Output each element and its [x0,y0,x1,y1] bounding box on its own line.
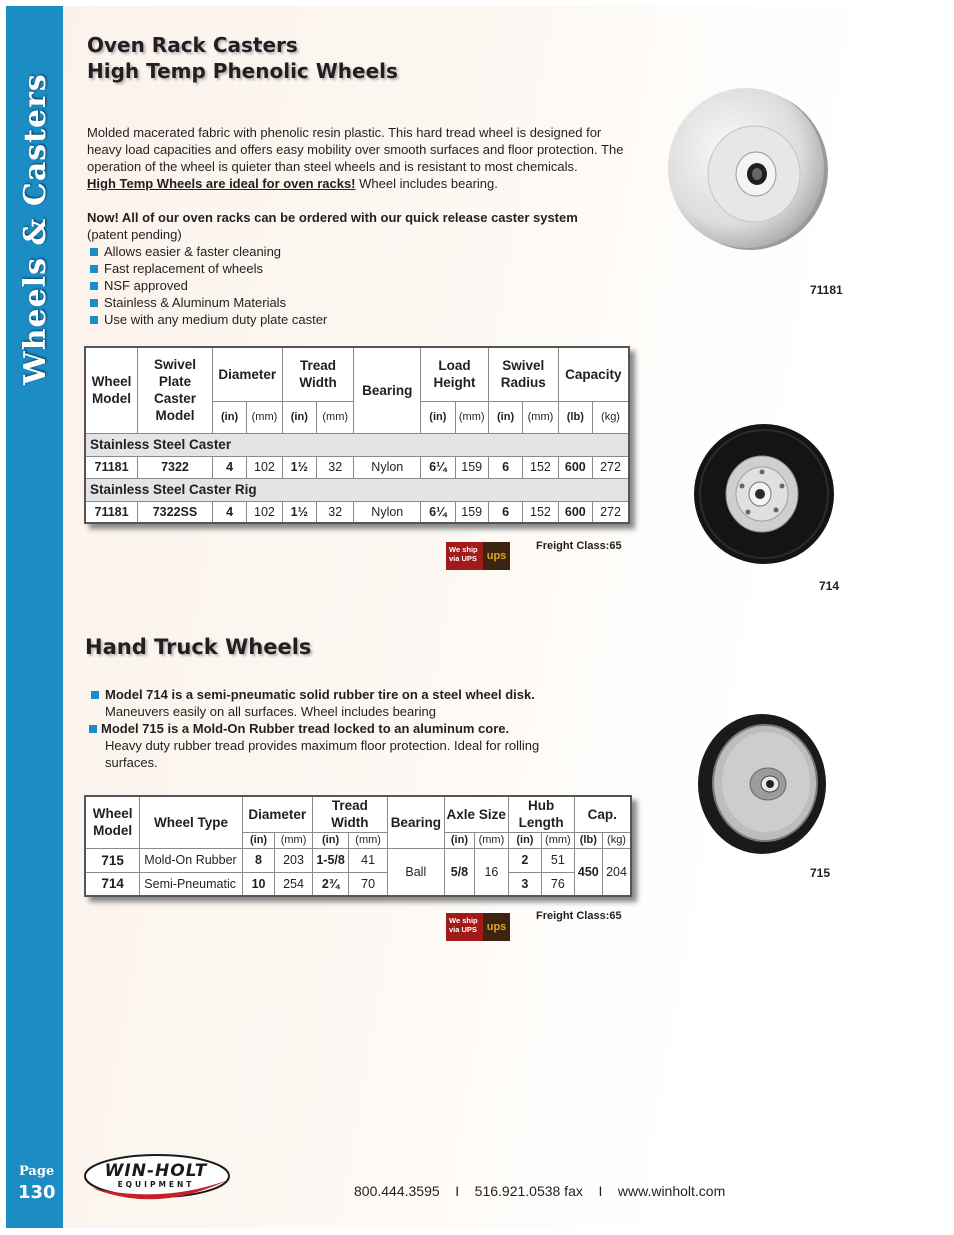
mold-on-rubber-wheel-image [694,712,830,856]
cell: 76 [542,872,574,896]
ups-ship-text: We ship via UPS [446,913,483,941]
highlight-text: High Temp Wheels are ideal for oven racks! [87,176,356,191]
footer-separator: I [598,1183,603,1199]
cell: 32 [317,501,354,523]
cell: 600 [558,501,592,523]
cell: 102 [247,501,282,523]
cell: 6¼ [421,456,455,478]
footer-separator: I [455,1183,460,1199]
header-wheel-model: Wheel Model [85,796,140,848]
cell: 204 [603,848,631,896]
table-row [85,848,631,872]
cell: 3 [508,872,541,896]
image-caption-71181: 71181 [810,283,843,297]
sidebar-title: Wheels & Casters [18,73,53,385]
unit-mm: (mm) [455,401,488,433]
unit-in: (in) [282,401,316,433]
header-tread-width: Tread Width [282,347,354,401]
cell: 152 [523,456,558,478]
oven-rack-spec-table [84,346,630,524]
description-text: Molded macerated fabric with phenolic resin plastic. This hard tread wheel is designed for heavy load capacities and offers easy mobility over smooth surfaces and floor protection. The operation of the wheel is quieter than steel wheels and is resistant to most chemicals. [87,125,624,174]
freight-class: Freight Class:65 [536,910,622,922]
patent-note: (patent pending) [87,227,182,242]
ups-shield-icon: ups [483,542,510,570]
cell: 71181 [85,501,138,523]
model-715-note: Model 715 is a Mold-On Rubber tread locked to an aluminum core. [101,721,510,736]
hand-truck-spec-table [84,795,632,897]
list-item: Use with any medium duty plate caster [87,311,635,328]
ups-shield-icon: ups [483,913,510,941]
footer-phone: 800.444.3595 [354,1183,440,1199]
cell: 5/8 [444,848,474,896]
cell: Nylon [354,501,421,523]
cell: 203 [275,848,313,872]
unit-in: (in) [242,832,274,848]
header-swivel-radius: Swivel Radius [488,347,558,401]
phenolic-wheel-image [662,84,832,254]
cell: 8 [242,848,274,872]
footer-fax: 516.921.0538 fax [474,1183,583,1199]
unit-mm: (mm) [247,401,282,433]
unit-in: (in) [488,401,522,433]
unit-in: (in) [212,401,246,433]
unit-in: (in) [508,832,541,848]
unit-in: (in) [421,401,455,433]
cell: 254 [275,872,313,896]
header-diameter: Diameter [242,796,312,832]
semi-pneumatic-wheel-image [690,422,838,570]
header-swivel-plate: Swivel Plate Caster Model [138,347,213,433]
cell: Semi-Pneumatic [140,872,243,896]
cell: 450 [574,848,602,896]
unit-in: (in) [312,832,349,848]
freight-class: Freight Class:65 [536,540,622,552]
image-caption-715: 715 [810,866,831,880]
model-715-detail: Heavy duty rubber tread provides maximum floor protection. Ideal for rolling surfaces. [105,738,540,770]
table-row [85,456,629,478]
cell: 51 [542,848,574,872]
cell: 6¼ [421,501,455,523]
hand-truck-description [88,686,588,771]
unit-in: (in) [444,832,474,848]
cell: 1½ [282,456,316,478]
ups-shipping-badge [446,542,510,570]
cell: 272 [593,501,629,523]
quick-release-note: Now! All of our oven racks can be ordered with our quick release caster system [87,210,578,225]
unit-mm: (mm) [317,401,354,433]
table-row [85,872,631,896]
cell: 10 [242,872,274,896]
cell: 6 [488,456,522,478]
cell: 16 [475,848,508,896]
bullet-square-icon [89,725,97,733]
highlight-tail: Wheel includes bearing. [355,176,498,191]
section-title-hand-truck: Hand Truck Wheels [85,635,312,659]
header-capacity: Capacity [558,347,629,401]
table-row [85,501,629,523]
header-wheel-type: Wheel Type [140,796,243,848]
logo-sub-text: EQUIPMENT [117,1180,195,1189]
footer-website[interactable]: www.winholt.com [617,1183,726,1199]
unit-lb: (lb) [558,401,592,433]
cell: 41 [349,848,388,872]
image-caption-714: 714 [819,579,840,593]
group-stainless-rig: Stainless Steel Caster Rig [85,478,629,501]
bullet-square-icon [91,691,99,699]
ups-shipping-badge [446,913,510,941]
header-axle-size: Axle Size [444,796,508,832]
cell: 600 [558,456,592,478]
page-number: 130 [18,1182,56,1203]
unit-mm: (mm) [275,832,313,848]
cell: 2 [508,848,541,872]
cell: 2¾ [312,872,349,896]
cell: 102 [247,456,282,478]
cell: 159 [455,456,488,478]
cell: 70 [349,872,388,896]
cell: 71181 [85,456,138,478]
ups-ship-text: We ship via UPS [446,542,483,570]
list-item: Allows easier & faster cleaning [87,243,635,260]
header-hub-length: Hub Length [508,796,574,832]
unit-mm: (mm) [475,832,508,848]
group-stainless-caster: Stainless Steel Caster [85,433,629,456]
model-714-detail: Maneuvers easily on all surfaces. Wheel includes bearing [105,704,436,719]
list-item: Fast replacement of wheels [87,260,635,277]
cell: 32 [317,456,354,478]
footer-contact [354,1183,725,1199]
logo-main-text: WIN-HOLT [104,1161,208,1181]
cell: 1-5/8 [312,848,349,872]
cell: Mold-On Rubber [140,848,243,872]
model-714-note: Model 714 is a semi-pneumatic solid rubber tire on a steel wheel disk. [105,687,535,702]
cell: Nylon [354,456,421,478]
header-tread-width: Tread Width [312,796,387,832]
header-cap: Cap. [574,796,631,832]
win-holt-logo [82,1152,232,1206]
cell: 272 [593,456,629,478]
page-label: Page [19,1164,55,1179]
cell: 714 [85,872,140,896]
cell: 1½ [282,501,316,523]
unit-mm: (mm) [542,832,574,848]
list-item: NSF approved [87,277,635,294]
header-wheel-model: Wheel Model [85,347,138,433]
title-line-2: High Temp Phenolic Wheels [87,59,398,83]
cell: 7322 [138,456,213,478]
unit-kg: (kg) [603,832,631,848]
cell: 6 [488,501,522,523]
cell: 152 [523,501,558,523]
cell: 4 [212,501,246,523]
header-bearing: Bearing [387,796,444,848]
cell: Ball [387,848,444,896]
title-line-1: Oven Rack Casters [87,33,298,57]
header-load-height: Load Height [421,347,489,401]
list-item: Stainless & Aluminum Materials [87,294,635,311]
oven-rack-description [87,124,635,328]
cell: 4 [212,456,246,478]
cell: 715 [85,848,140,872]
header-bearing: Bearing [354,347,421,433]
unit-mm: (mm) [523,401,558,433]
unit-mm: (mm) [349,832,388,848]
unit-lb: (lb) [574,832,602,848]
section-title-oven-rack [87,32,398,84]
unit-kg: (kg) [593,401,629,433]
cell: 159 [455,501,488,523]
feature-list [87,243,635,328]
header-diameter: Diameter [212,347,282,401]
cell: 7322SS [138,501,213,523]
